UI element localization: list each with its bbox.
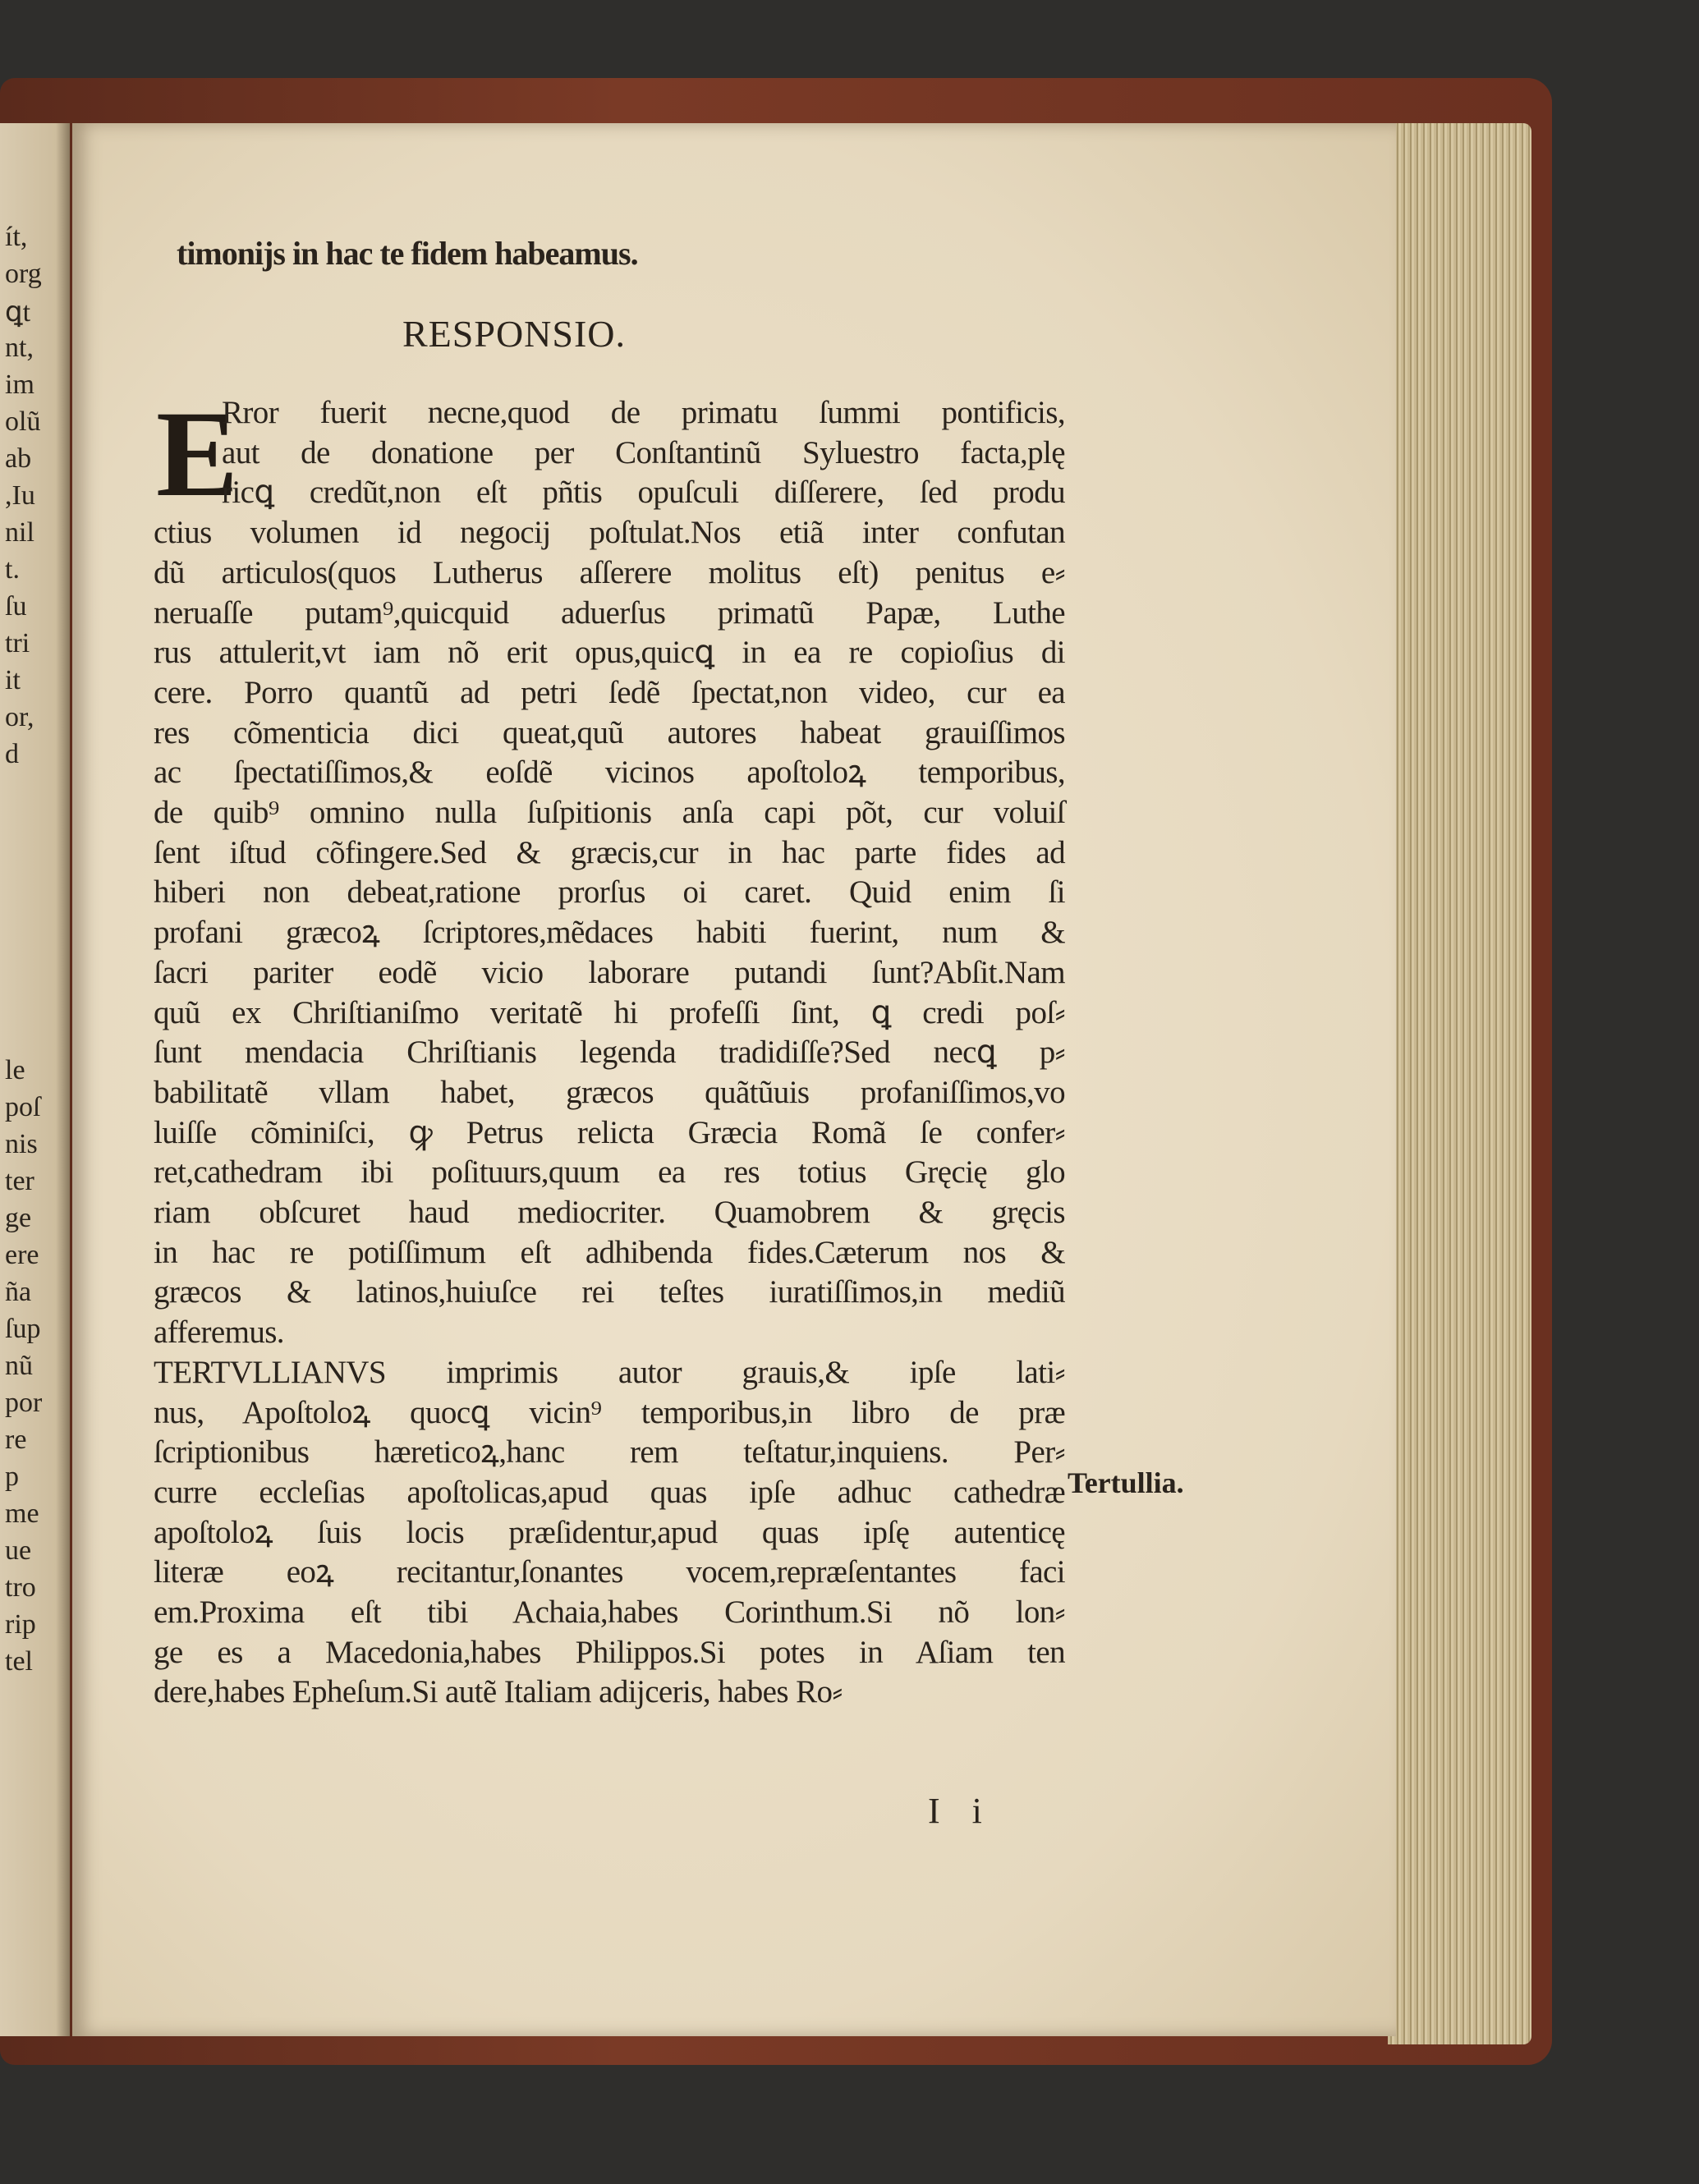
- left-page-fragment: rip: [5, 1609, 36, 1640]
- left-page-fragment: ue: [5, 1535, 32, 1566]
- text-line: ſent iſtud cõfingere.Sed & græcis,cur in hac parte fides ad: [154, 834, 1065, 870]
- left-page-fragment: ge: [5, 1203, 32, 1233]
- text-line: cere. Porro quantũ ad petri ſedẽ ſpectat,non video, cur ea: [154, 674, 1065, 710]
- left-page-fragment: tel: [5, 1646, 33, 1677]
- left-page-fragment: olũ: [5, 406, 41, 437]
- text-line: ctius volumen id negocij poſtulat.Nos etiã inter confutan: [154, 515, 1065, 551]
- left-page-fragment: ꝗt: [5, 297, 31, 328]
- text-line: ſacri pariter eodẽ vicio laborare putandi ſunt?Abſit.Nam: [154, 954, 1065, 990]
- text-line: quũ ex Chriſtianiſmo veritatẽ hi profeſſi ſint, ꝗ credi poſ⸗: [154, 994, 1065, 1030]
- text-line: neruaſſe putam⁹,quicquid aduerſus primatũ Papæ, Luthe: [154, 594, 1065, 631]
- left-page-fragment: t.: [5, 554, 20, 585]
- text-line: dere,habes Epheſum.Si autẽ Italiam adijceris, habes Ro⸗: [154, 1674, 843, 1710]
- left-page-fragment: d: [5, 739, 19, 769]
- text-line: apoſtoloꝝ ſuis locis præſidentur,apud quas ipſę autenticę: [154, 1514, 1065, 1550]
- text-line: græcos & latinos,huiuſce rei teſtes iuratiſſimos,in mediũ: [154, 1274, 1065, 1310]
- left-page-fragment: ere: [5, 1240, 39, 1270]
- text-line: luiſſe cõminiſci, ꝙ Petrus relicta Græcia Romã ſe confer⸗: [154, 1114, 1065, 1150]
- left-page-fragment: nũ: [5, 1351, 33, 1381]
- page-edges: [1388, 123, 1531, 2044]
- text-line: de quib⁹ omnino nulla ſuſpitionis anſa capi põt, cur voluiſ: [154, 795, 1065, 830]
- left-page-fragment: p: [5, 1461, 19, 1492]
- left-page-fragment: or,: [5, 702, 34, 732]
- left-page-fragment: re: [5, 1425, 27, 1455]
- text-line: afferemus.: [154, 1315, 284, 1351]
- text-line: ac ſpectatiſſimos,& eoſdẽ vicinos apoſtoloꝝ temporibus,: [154, 755, 1065, 791]
- left-page: [0, 123, 70, 2036]
- left-page-fragment: ña: [5, 1277, 32, 1307]
- drop-cap: E: [156, 386, 239, 522]
- left-page-fragment: ab: [5, 443, 32, 474]
- text-line: ge es a Macedonia,habes Philippos.Si potes in Aſiam ten: [154, 1634, 1065, 1670]
- text-line: in hac re potiſſimum eſt adhibenda fides.Cæterum nos &: [154, 1234, 1065, 1270]
- left-page-fragment: ít,: [5, 222, 28, 252]
- left-page-fragment: ſu: [5, 591, 27, 622]
- left-page-fragment: poſ: [5, 1092, 41, 1122]
- left-page-fragment: nil: [5, 517, 34, 548]
- text-line: em.Proxima eſt tibi Achaia,habes Corinthum.Si nõ lon⸗: [154, 1594, 1065, 1630]
- text-line: ſcriptionibus hæreticoꝝ,hanc rem teſtatur,inquiens. Per⸗: [154, 1434, 1065, 1471]
- text-line: hiberi non debeat,ratione prorſus oi caret. Quid enim ſi: [154, 874, 1065, 911]
- text-line: babilitatẽ vllam habet, græcos quãtũuis profaniſſimos,vo: [154, 1074, 1065, 1110]
- text-line: aut de donatione per Conſtantinũ Syluestro facta,plę: [222, 434, 1065, 470]
- left-page-fragment: tro: [5, 1572, 36, 1603]
- text-line: curre eccleſias apoſtolicas,apud quas ipſe adhuc cathedræ: [154, 1474, 1065, 1510]
- text-line: ret,cathedram ibi poſituurs,quum ea res totius Gręcię glo: [154, 1154, 1065, 1191]
- left-page-fragment: tri: [5, 628, 30, 658]
- text-line: riam obſcuret haud mediocriter. Quamobrem & gręcis: [154, 1195, 1065, 1230]
- text-line: profani græcoꝝ ſcriptores,mẽdaces habiti fuerint, num &: [154, 915, 1065, 951]
- section-heading: RESPONSIO.: [402, 313, 627, 355]
- running-text: timonijs in hac te fidem habeamus.: [177, 235, 638, 272]
- left-page-fragment: nt,: [5, 333, 34, 363]
- left-page-fragment: im: [5, 369, 34, 400]
- text-line: rus attulerit,vt iam nõ erit opus,quicꝗ in ea re copioſius di: [154, 635, 1065, 671]
- left-page-fragment: ſup: [5, 1314, 41, 1344]
- text-line: TERTVLLIANVS imprimis autor grauis,& ipſe lati⸗: [154, 1354, 1065, 1390]
- left-page-fragment: le: [5, 1055, 25, 1085]
- left-page-fragment: me: [5, 1498, 39, 1529]
- left-page-fragment: nis: [5, 1129, 38, 1159]
- signature-mark: I i: [928, 1791, 994, 1831]
- text-line: res cõmenticia dici queat,quũ autores habeat grauiſſimos: [154, 714, 1065, 750]
- left-page-fragment: por: [5, 1388, 43, 1418]
- text-line: ſunt mendacia Chriſtianis legenda tradidiſſe?Sed necꝗ p⸗: [154, 1035, 1065, 1071]
- text-line: Rror fuerit necne,quod de primatu ſummi pontificis,: [222, 395, 1065, 430]
- left-page-fragment: ter: [5, 1166, 34, 1196]
- left-page-fragment: org: [5, 259, 42, 289]
- text-line: literæ eoꝝ recitantur,ſonantes vocem,repræſentantes faci: [154, 1554, 1065, 1590]
- margin-note: Tertullia.: [1068, 1466, 1184, 1499]
- left-page-fragment: ,Iu: [5, 480, 35, 511]
- left-page-fragment: it: [5, 665, 21, 695]
- text-line: ricꝗ credũt,non eſt pñtis opuſculi diſſerere, ſed produ: [222, 475, 1065, 511]
- text-line: nus, Apoſtoloꝝ quocꝗ vicin⁹ temporibus,in libro de præ: [154, 1394, 1065, 1430]
- text-line: dũ articulos(quos Lutherus aſſerere molitus eſt) penitus e⸗: [154, 554, 1065, 590]
